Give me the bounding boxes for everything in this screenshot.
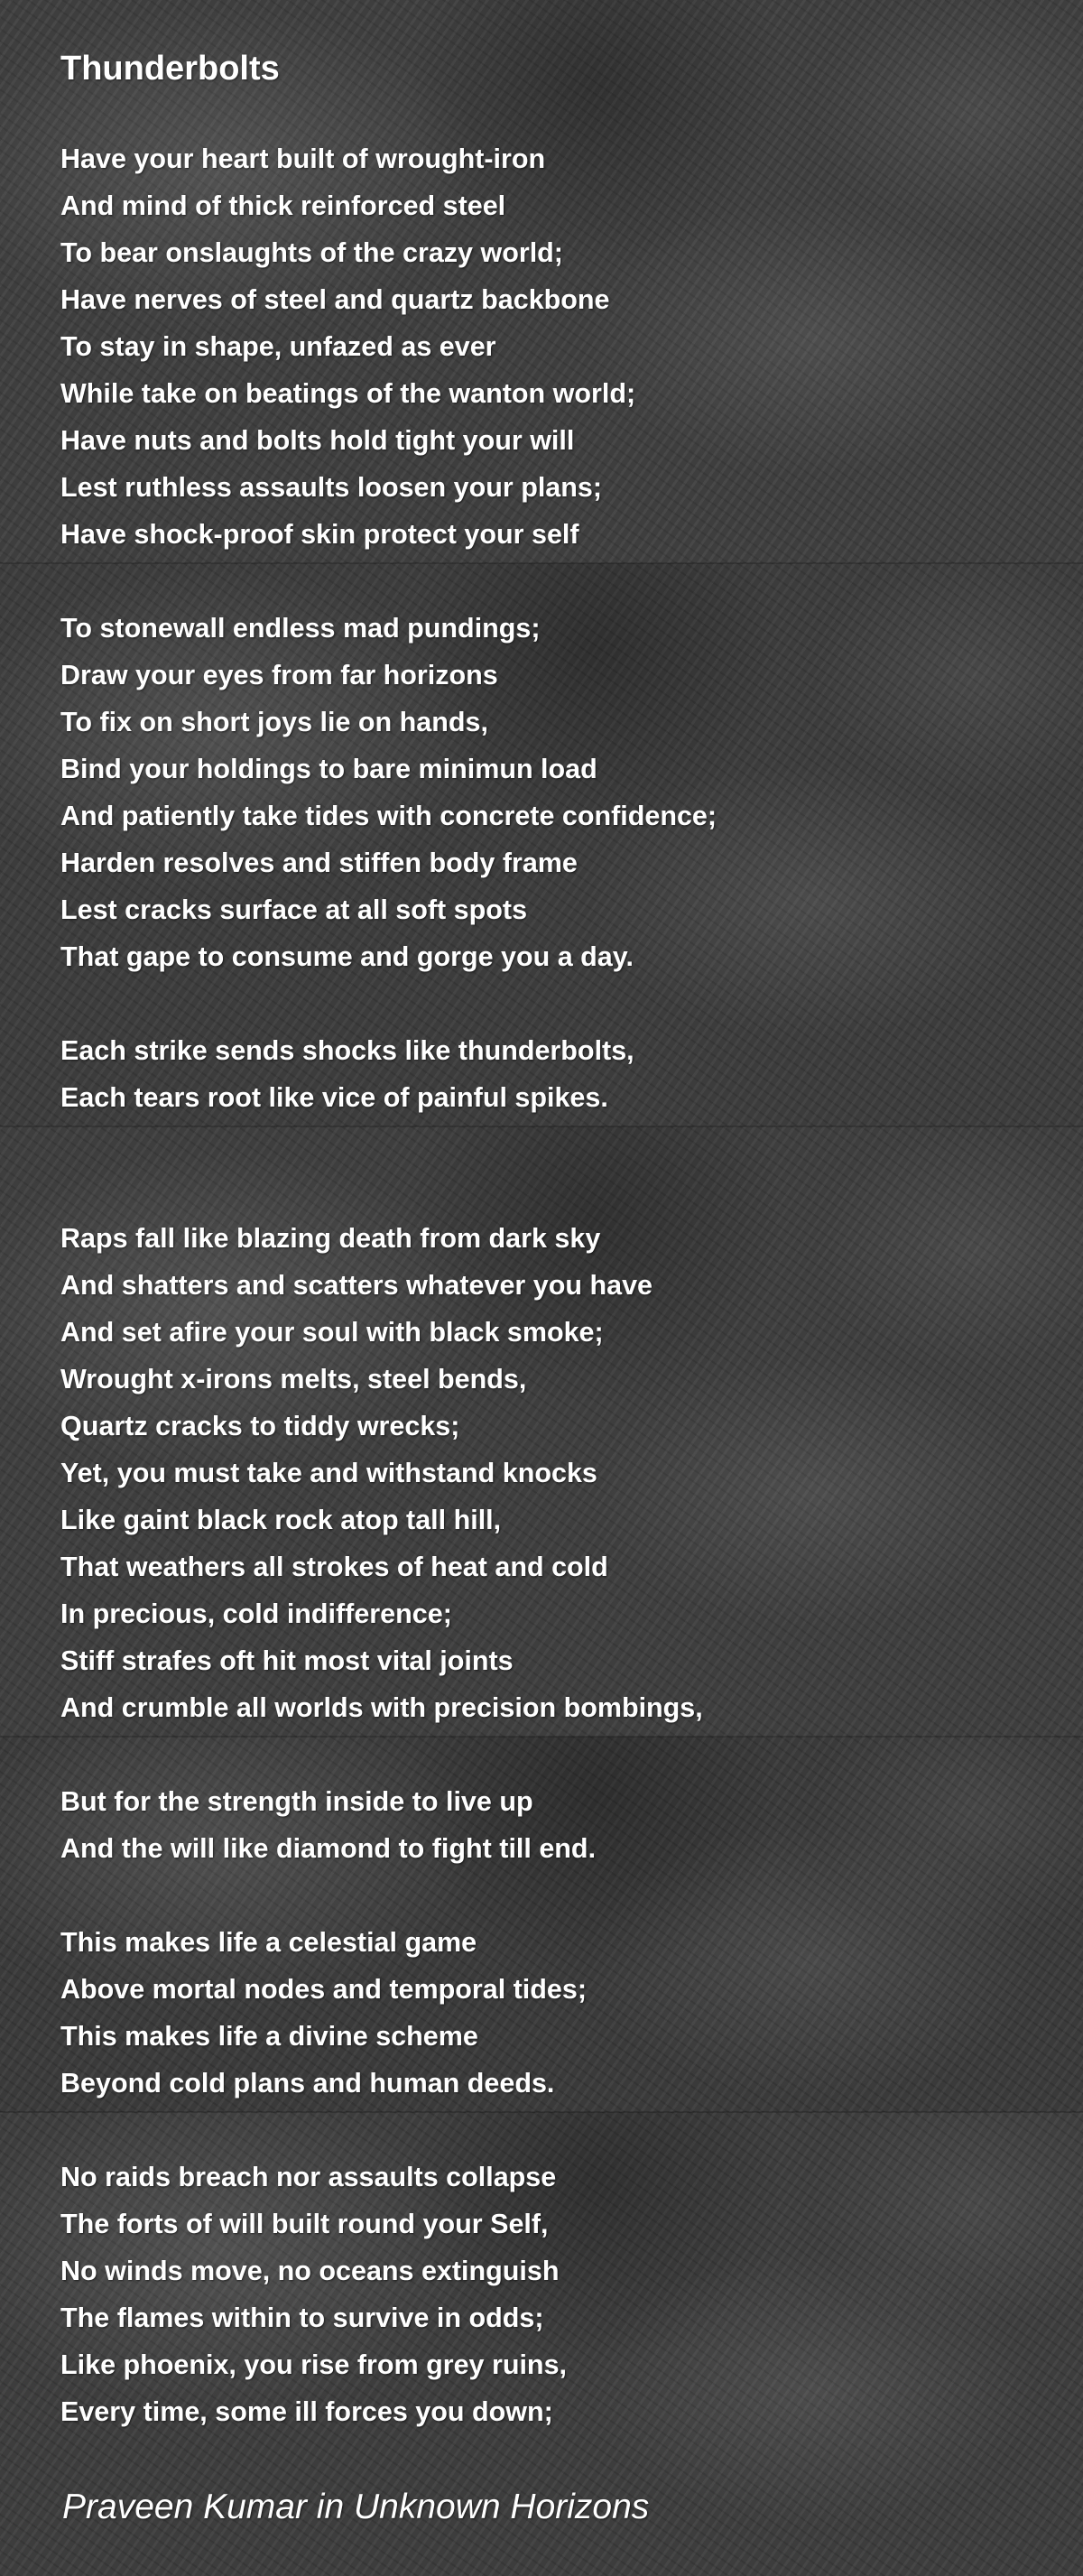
poem-line: To fix on short joys lie on hands, <box>60 707 488 737</box>
poem-line: Stiff strafes oft hit most vital joints <box>60 1645 514 1676</box>
poem-line: Lest ruthless assaults loosen your plans; <box>60 472 603 503</box>
poem-line: And set afire your soul with black smoke; <box>60 1317 604 1348</box>
poem-line: That gape to consume and gorge you a day. <box>60 941 634 972</box>
poem-line: Harden resolves and stiffen body frame <box>60 848 578 878</box>
poem-line: Bind your holdings to bare minimun load <box>60 754 597 784</box>
poem-line: Have shock-proof skin protect your self <box>60 519 579 550</box>
poem-line: And the will like diamond to fight till end. <box>60 1833 597 1864</box>
stanza-break <box>60 1121 1035 1168</box>
poem-line: Draw your eyes from far horizons <box>60 660 498 690</box>
poem-line: Lest cracks surface at all soft spots <box>60 894 528 925</box>
poem-line: Each strike sends shocks like thunderbolts, <box>60 1035 634 1066</box>
poem-line: Like phoenix, you rise from grey ruins, <box>60 2349 568 2380</box>
stanza-break <box>60 1168 1035 1215</box>
poem-line: No raids breach nor assaults collapse <box>60 2162 557 2192</box>
poem-line: Quartz cracks to tiddy wrecks; <box>60 1411 460 1441</box>
poem-line: Each tears root like vice of painful spikes. <box>60 1082 608 1113</box>
poem-line: To bear onslaughts of the crazy world; <box>60 237 563 268</box>
author-credit: Praveen Kumar in Unknown Horizons <box>62 2488 650 2526</box>
stanza-break <box>60 2107 1035 2154</box>
stanza-break <box>60 1872 1035 1919</box>
stanza-break <box>60 1731 1035 1778</box>
stanza-break <box>60 980 1035 1027</box>
poem-line: Have nerves of steel and quartz backbone <box>60 284 610 315</box>
poem-line: Beyond cold plans and human deeds. <box>60 2068 555 2099</box>
poem-line: Above mortal nodes and temporal tides; <box>60 1974 587 2005</box>
poem-line: This makes life a celestial game <box>60 1927 477 1958</box>
stanza-break <box>60 558 1035 605</box>
poem-line: Raps fall like blazing death from dark sky <box>60 1223 601 1254</box>
poem-line: To stonewall endless mad pundings; <box>60 613 541 644</box>
poem-line: This makes life a divine scheme <box>60 2021 478 2052</box>
poem-line: And patiently take tides with concrete confidence; <box>60 801 717 831</box>
poem-body <box>60 135 1035 2435</box>
poem-line: While take on beatings of the wanton world; <box>60 378 636 409</box>
poem-line: Have your heart built of wrought-iron <box>60 144 546 174</box>
poem-line: No winds move, no oceans extinguish <box>60 2256 560 2286</box>
poem-line: In precious, cold indifference; <box>60 1598 452 1629</box>
poem-line: That weathers all strokes of heat and cold <box>60 1552 608 1582</box>
poem-line: And mind of thick reinforced steel <box>60 190 506 221</box>
poem-line: The flames within to survive in odds; <box>60 2303 544 2333</box>
poem-line: Yet, you must take and withstand knocks <box>60 1458 597 1488</box>
poem-line: To stay in shape, unfazed as ever <box>60 331 496 362</box>
poem-line: Like gaint black rock atop tall hill, <box>60 1505 502 1535</box>
poem-line: Have nuts and bolts hold tight your will <box>60 425 575 456</box>
poem-line: Wrought x-irons melts, steel bends, <box>60 1364 527 1395</box>
poem-line: And crumble all worlds with precision bombings, <box>60 1692 703 1723</box>
poem-title: Thunderbolts <box>60 50 280 88</box>
poem-line: The forts of will built round your Self, <box>60 2209 549 2239</box>
poem-line: But for the strength inside to live up <box>60 1786 533 1817</box>
poem-line: And shatters and scatters whatever you have <box>60 1270 653 1301</box>
poem-line: Every time, some ill forces you down; <box>60 2396 553 2427</box>
